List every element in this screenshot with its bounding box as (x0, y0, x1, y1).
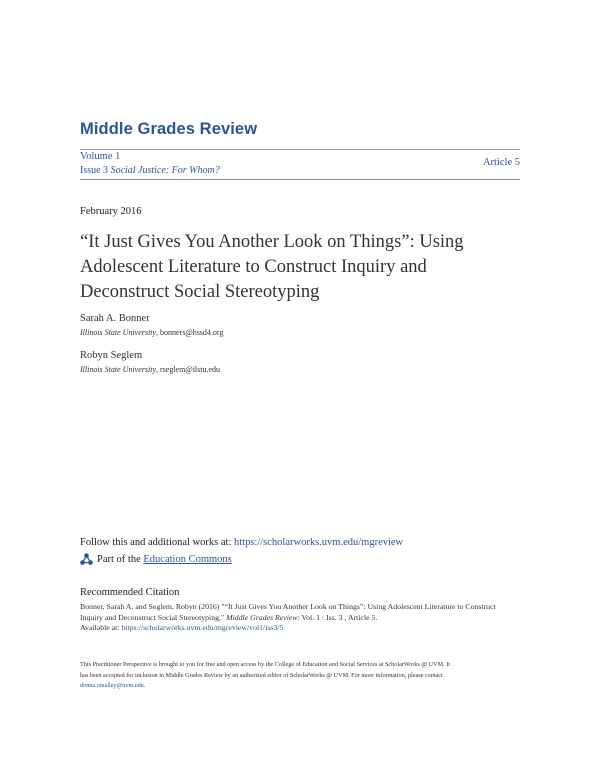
follow-line (80, 537, 403, 548)
volume-link[interactable]: Volume 1 (80, 151, 121, 162)
footer-line: This Practitioner Perspective is brought to you for free and open access by the College of Education and Social Services at ScholarWorks @ UVM. It (80, 661, 450, 668)
citation-volume: : Vol. 1 : Iss. 3 , Article 5. (297, 612, 378, 622)
commons-network-icon (80, 553, 93, 566)
citation-line: Bonner, Sarah A. and Seglem, Robyn (2016) "“It Just Gives You Another Look on Things”: Using Adolescent Literature to Construct (80, 602, 496, 611)
affiliation-institution: Illinois State University (80, 365, 156, 374)
footer-line (80, 681, 525, 692)
article-title (80, 230, 520, 305)
footer-note (80, 660, 525, 692)
issue-theme: Social Justice: For Whom? (110, 165, 220, 176)
citation-block (80, 602, 525, 634)
follow-text: Follow this and additional works at: (80, 537, 234, 548)
education-commons-link[interactable]: Education Commons (143, 554, 232, 565)
footer-period: . (143, 682, 146, 689)
article-number-link[interactable]: Article 5 (482, 157, 520, 168)
author-email: , bonners@hssd4.org (156, 328, 224, 337)
header-divider-bottom (80, 179, 520, 180)
footer-line: has been accepted for inclusion in Middle Grades Review by an authorized editor of ScholarWorks @ UVM. For more information, please contact (80, 671, 443, 679)
article-title-line: Adolescent Literature to Construct Inquiry and (80, 257, 427, 277)
citation-line (80, 623, 525, 634)
author-affiliation (80, 328, 223, 337)
citation-text: Inquiry and Deconstruct Social Stereotyping," (80, 612, 227, 622)
article-title-line: Deconstruct Social Stereotyping (80, 282, 320, 302)
repository-link[interactable]: https://scholarworks.uvm.edu/mgreview (234, 537, 404, 548)
contact-email-link[interactable]: donna.omalley@uvm.edu (80, 682, 144, 689)
journal-title[interactable]: Middle Grades Review (80, 120, 258, 138)
author-email: , rseglem@ilstu.edu (156, 365, 221, 374)
publication-date: February 2016 (80, 206, 142, 217)
author-affiliation (80, 365, 220, 374)
recommended-citation-heading: Recommended Citation (80, 587, 180, 598)
article-title-line: “It Just Gives You Another Look on Things”: Using (80, 232, 464, 252)
citation-line (80, 613, 525, 624)
citation-journal: Middle Grades Review (226, 612, 298, 622)
issue-prefix: Issue 3 (80, 165, 109, 176)
part-of-text: Part of the (97, 554, 141, 565)
article-url-link[interactable]: https://scholarworks.uvm.edu/mgreview/vol1/iss3/5 (121, 623, 284, 632)
author-name: Robyn Seglem (80, 350, 143, 361)
issue-link[interactable] (80, 165, 220, 176)
affiliation-institution: Illinois State University (80, 328, 156, 337)
available-at-label: Available at: (80, 623, 122, 632)
part-of-line (80, 553, 232, 566)
author-name: Sarah A. Bonner (80, 313, 150, 324)
header-divider-top (80, 149, 520, 150)
